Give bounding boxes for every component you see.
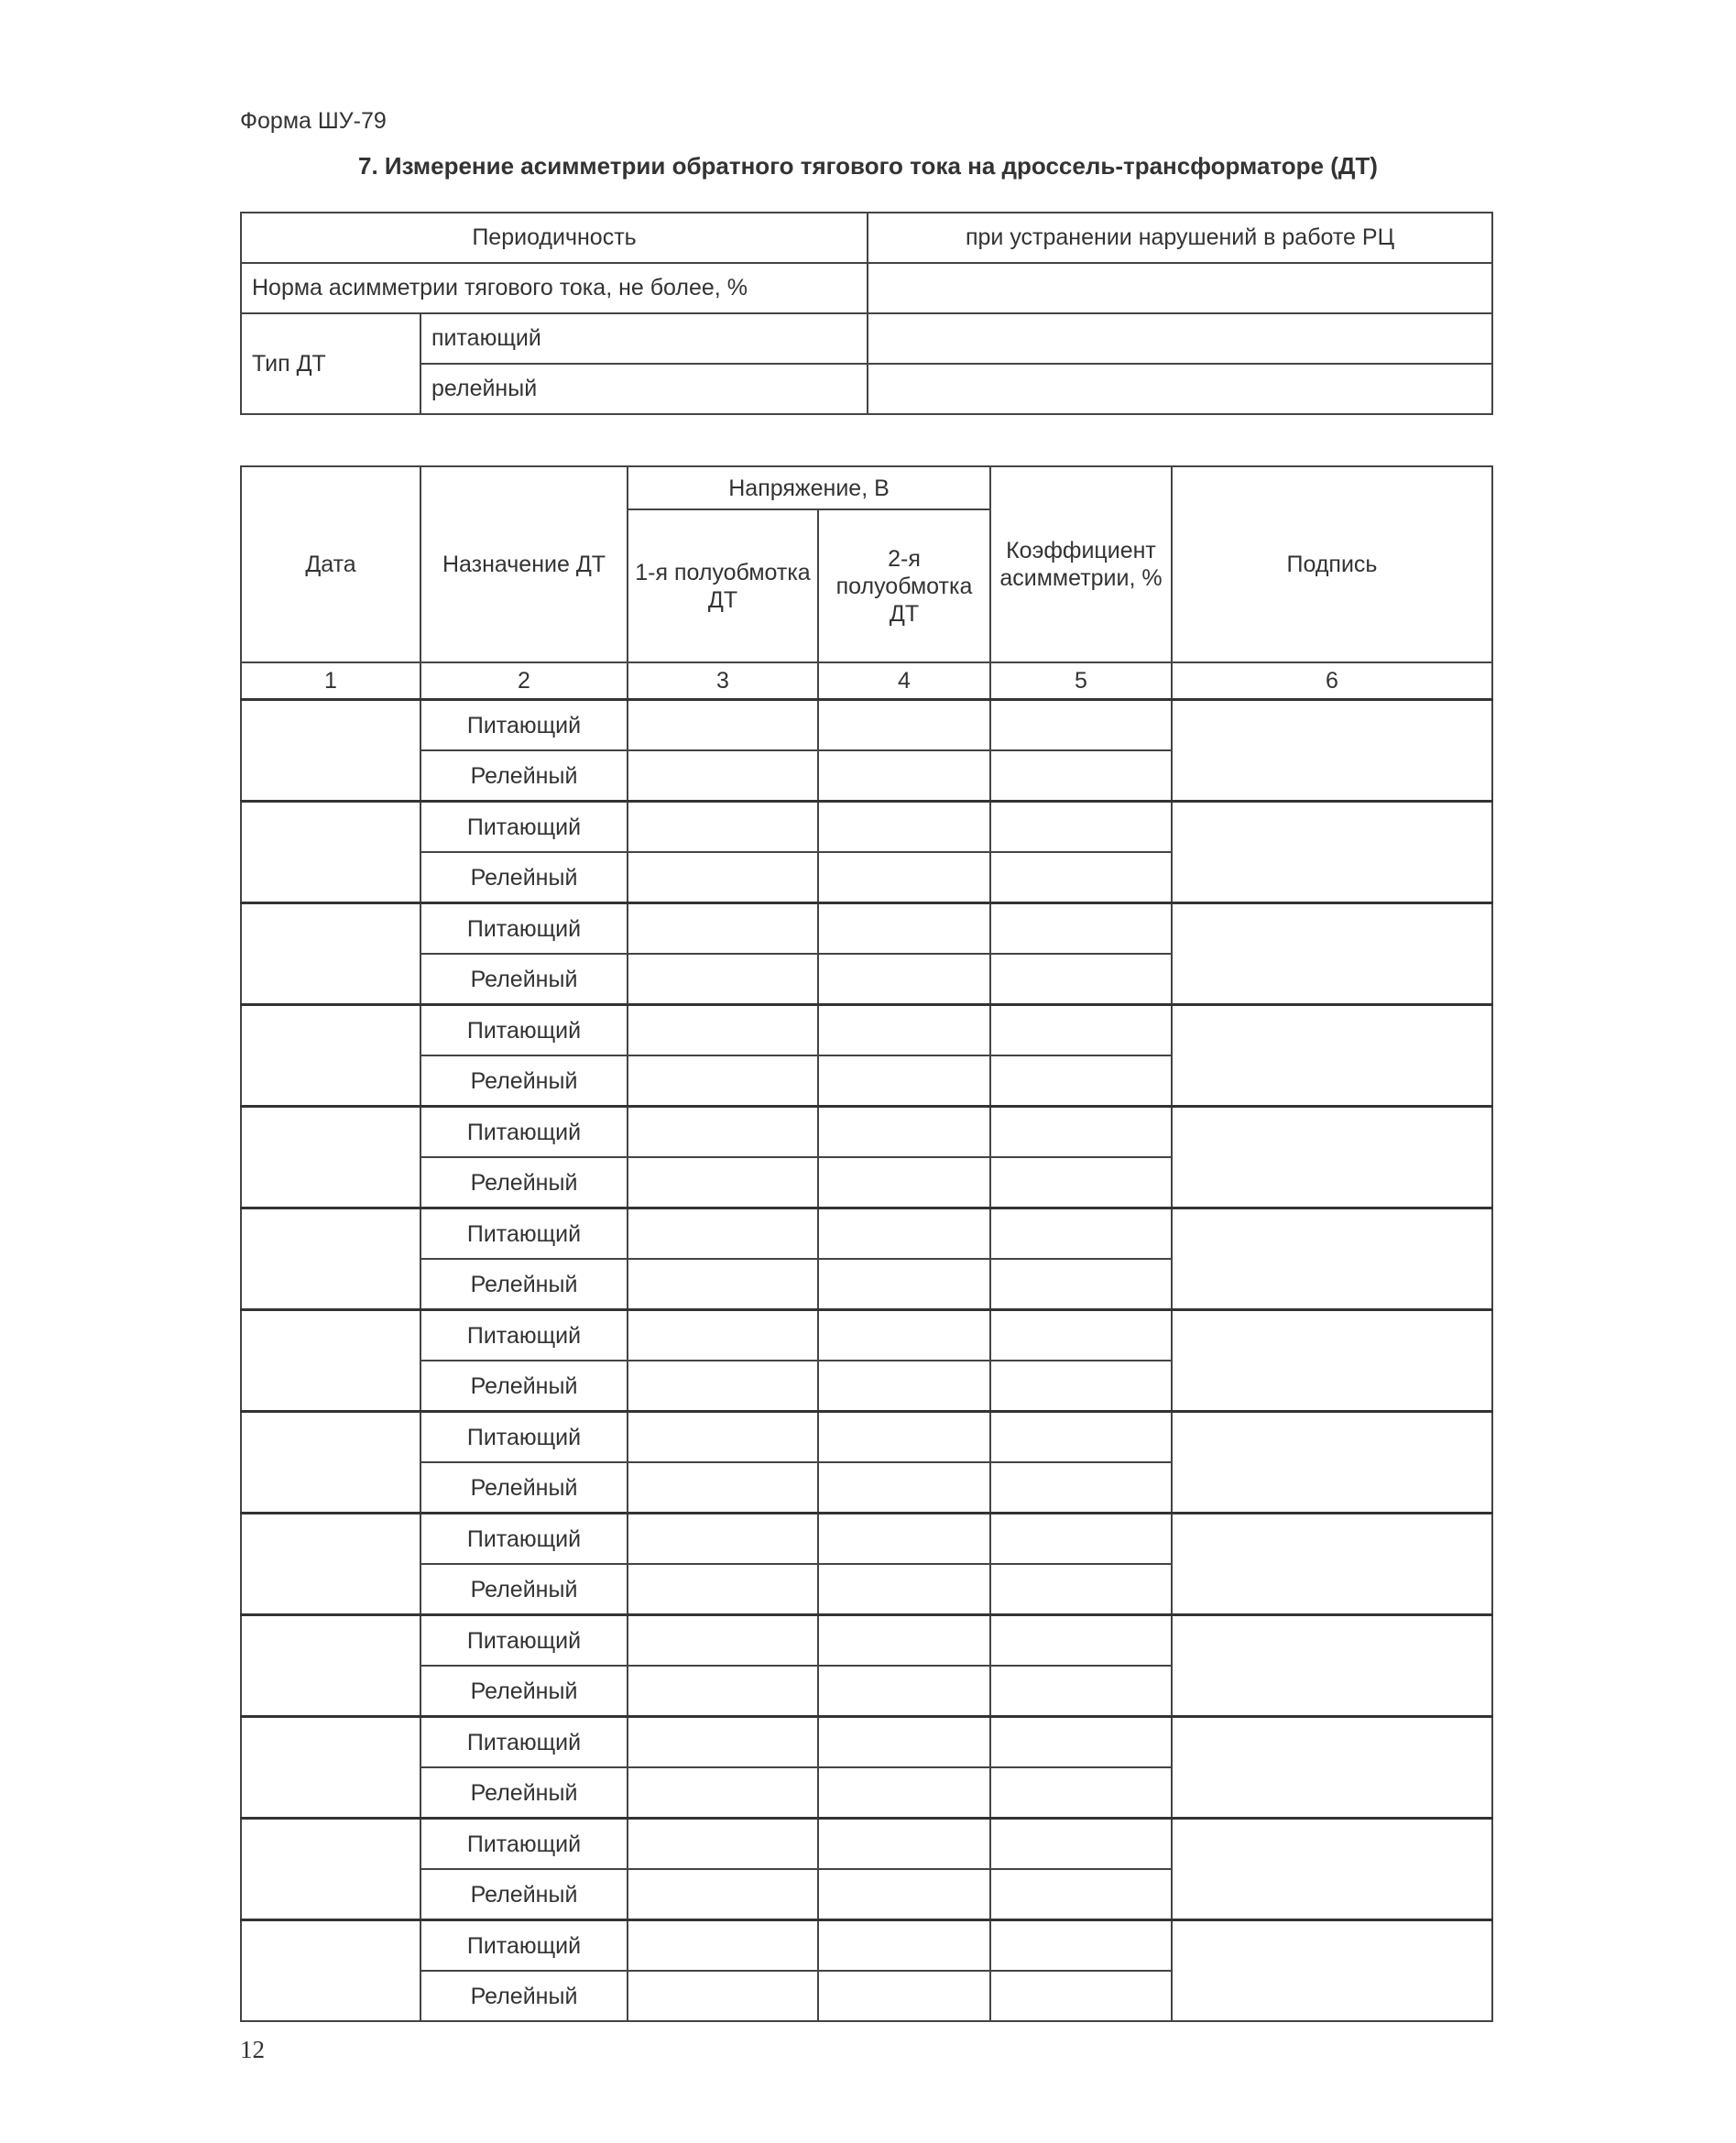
coefficient-cell[interactable] [990,1412,1172,1463]
half-winding-2-cell[interactable] [818,903,990,955]
coefficient-cell[interactable] [990,1310,1172,1361]
coefficient-cell[interactable] [990,1514,1172,1565]
column-number: 3 [628,662,818,700]
signature-cell[interactable] [1172,1107,1492,1208]
column-number: 1 [241,662,420,700]
half-winding-1-cell[interactable] [628,1107,818,1158]
table-row [241,1514,1492,1565]
half-winding-2-cell[interactable] [818,1462,990,1514]
table-row [241,802,1492,853]
half-winding-1-cell[interactable] [628,1361,818,1412]
coefficient-cell[interactable] [990,954,1172,1005]
half-winding-1-cell[interactable] [628,1055,818,1107]
table-row [241,1615,1492,1667]
signature-cell[interactable] [1172,802,1492,903]
coefficient-cell[interactable] [990,750,1172,802]
half-winding-1-cell[interactable] [628,1310,818,1361]
row-label-supply: Питающий [420,1717,628,1768]
norm-value-field[interactable] [868,263,1492,313]
half-winding-1-cell[interactable] [628,1005,818,1056]
signature-cell[interactable] [1172,1819,1492,1920]
half-winding-2-cell[interactable] [818,1005,990,1056]
row-label-relay: Релейный [420,1869,628,1920]
half-winding-2-cell[interactable] [818,1971,990,2021]
relay-label: релейный [420,364,868,414]
half-winding-1-cell[interactable] [628,1412,818,1463]
coefficient-cell[interactable] [990,1361,1172,1412]
column-number: 6 [1172,662,1492,700]
half-winding-2-cell[interactable] [818,1564,990,1615]
row-label-relay: Релейный [420,1767,628,1819]
row-label-supply: Питающий [420,1819,628,1870]
half-winding-2-cell[interactable] [818,700,990,751]
table-row [241,1005,1492,1056]
row-label-relay: Релейный [420,1666,628,1717]
date-cell[interactable] [241,903,420,1005]
half-winding-2-cell[interactable] [818,1869,990,1920]
date-cell[interactable] [241,1920,420,2022]
header-coefficient: Коэффициент асимметрии, % [990,466,1172,662]
signature-cell[interactable] [1172,1920,1492,2022]
row-label-supply: Питающий [420,1412,628,1463]
header-signature: Подпись [1172,466,1492,662]
half-winding-1-cell[interactable] [628,1666,818,1717]
half-winding-2-cell[interactable] [818,1819,990,1870]
coefficient-cell[interactable] [990,1055,1172,1107]
half-winding-2-cell[interactable] [818,1615,990,1667]
signature-cell[interactable] [1172,1208,1492,1310]
periodicity-label: Периодичность [241,213,868,263]
half-winding-2-cell[interactable] [818,1412,990,1463]
half-winding-2-cell[interactable] [818,1666,990,1717]
norm-label: Норма асимметрии тягового тока, не более, % [241,263,868,313]
date-cell[interactable] [241,802,420,903]
date-cell[interactable] [241,1819,420,1920]
half-winding-1-cell[interactable] [628,852,818,903]
row-label-supply: Питающий [420,700,628,751]
signature-cell[interactable] [1172,1615,1492,1717]
half-winding-1-cell[interactable] [628,903,818,955]
table-row [241,1920,1492,1972]
measurement-rows [241,700,1492,2022]
coefficient-cell[interactable] [990,1717,1172,1768]
signature-cell[interactable] [1172,700,1492,802]
page-title: 7. Измерение асимметрии обратного тягового тока на дроссель-трансформаторе (ДТ) [358,152,1378,180]
date-cell[interactable] [241,1412,420,1514]
half-winding-2-cell[interactable] [818,1055,990,1107]
coefficient-cell[interactable] [990,1869,1172,1920]
supply-label: питающий [420,313,868,364]
row-label-supply: Питающий [420,1208,628,1260]
supply-value-field[interactable] [868,313,1492,364]
measurement-table [240,465,1493,2022]
header-voltage: Напряжение, В [628,466,990,509]
half-winding-1-cell[interactable] [628,700,818,751]
row-label-supply: Питающий [420,1005,628,1056]
half-winding-1-cell[interactable] [628,802,818,853]
table-row [241,1107,1492,1158]
table-row [241,1208,1492,1260]
date-cell[interactable] [241,700,420,802]
half-winding-2-cell[interactable] [818,1361,990,1412]
half-winding-1-cell[interactable] [628,1869,818,1920]
column-number: 5 [990,662,1172,700]
table-row [241,1412,1492,1463]
column-number: 4 [818,662,990,700]
row-label-relay: Релейный [420,1462,628,1514]
row-label-supply: Питающий [420,1615,628,1667]
row-label-relay: Релейный [420,1361,628,1412]
row-label-supply: Питающий [420,1920,628,1972]
coefficient-cell[interactable] [990,1462,1172,1514]
half-winding-1-cell[interactable] [628,1971,818,2021]
half-winding-2-cell[interactable] [818,1208,990,1260]
coefficient-cell[interactable] [990,1920,1172,1972]
table-row [241,1310,1492,1361]
coefficient-cell[interactable] [990,1615,1172,1667]
half-winding-2-cell[interactable] [818,1767,990,1819]
coefficient-cell[interactable] [990,1971,1172,2021]
row-label-supply: Питающий [420,1310,628,1361]
table-row [241,700,1492,751]
signature-cell[interactable] [1172,1514,1492,1615]
header-half-winding-1: 1-я полуобмотка ДТ [628,509,818,662]
signature-cell[interactable] [1172,1717,1492,1819]
half-winding-1-cell[interactable] [628,1462,818,1514]
column-number: 2 [420,662,628,700]
date-cell[interactable] [241,1005,420,1107]
coefficient-cell[interactable] [990,1259,1172,1310]
half-winding-1-cell[interactable] [628,1615,818,1667]
coefficient-cell[interactable] [990,1666,1172,1717]
date-cell[interactable] [241,1615,420,1717]
half-winding-1-cell[interactable] [628,1259,818,1310]
date-cell[interactable] [241,1717,420,1819]
row-label-relay: Релейный [420,1055,628,1107]
half-winding-1-cell[interactable] [628,1514,818,1565]
table-row [241,1819,1492,1870]
dt-type-label: Тип ДТ [241,313,420,414]
half-winding-2-cell[interactable] [818,1514,990,1565]
half-winding-1-cell[interactable] [628,750,818,802]
coefficient-cell[interactable] [990,852,1172,903]
periodicity-value: при устранении нарушений в работе РЦ [868,213,1492,263]
header-half-winding-2: 2-я полуобмотка ДТ [818,509,990,662]
table-row [241,903,1492,955]
header-date: Дата [241,466,420,662]
date-cell[interactable] [241,1208,420,1310]
half-winding-1-cell[interactable] [628,954,818,1005]
half-winding-1-cell[interactable] [628,1208,818,1260]
row-label-supply: Питающий [420,802,628,853]
half-winding-2-cell[interactable] [818,1920,990,1972]
half-winding-1-cell[interactable] [628,1157,818,1208]
signature-cell[interactable] [1172,1005,1492,1107]
row-label-supply: Питающий [420,1107,628,1158]
date-cell[interactable] [241,1310,420,1412]
row-label-relay: Релейный [420,1157,628,1208]
table-row [241,1717,1492,1768]
signature-cell[interactable] [1172,1412,1492,1514]
coefficient-cell[interactable] [990,1107,1172,1158]
row-label-relay: Релейный [420,852,628,903]
signature-cell[interactable] [1172,903,1492,1005]
coefficient-cell[interactable] [990,1005,1172,1056]
half-winding-1-cell[interactable] [628,1717,818,1768]
row-label-relay: Релейный [420,1564,628,1615]
half-winding-1-cell[interactable] [628,1767,818,1819]
half-winding-1-cell[interactable] [628,1819,818,1870]
half-winding-2-cell[interactable] [818,1717,990,1768]
coefficient-cell[interactable] [990,700,1172,751]
page-number: 12 [240,2036,265,2063]
row-label-supply: Питающий [420,1514,628,1565]
half-winding-2-cell[interactable] [818,1107,990,1158]
form-code: Форма ШУ-79 [240,108,387,134]
coefficient-cell[interactable] [990,1157,1172,1208]
info-table [240,212,1493,415]
coefficient-cell[interactable] [990,1767,1172,1819]
half-winding-2-cell[interactable] [818,750,990,802]
coefficient-cell[interactable] [990,1819,1172,1870]
coefficient-cell[interactable] [990,802,1172,853]
row-label-relay: Релейный [420,1259,628,1310]
row-label-relay: Релейный [420,1971,628,2021]
date-cell[interactable] [241,1514,420,1615]
row-label-supply: Питающий [420,903,628,955]
half-winding-2-cell[interactable] [818,1157,990,1208]
half-winding-2-cell[interactable] [818,1310,990,1361]
half-winding-2-cell[interactable] [818,802,990,853]
half-winding-1-cell[interactable] [628,1920,818,1972]
half-winding-2-cell[interactable] [818,954,990,1005]
coefficient-cell[interactable] [990,1208,1172,1260]
relay-value-field[interactable] [868,364,1492,414]
row-label-relay: Релейный [420,954,628,1005]
half-winding-2-cell[interactable] [818,852,990,903]
date-cell[interactable] [241,1107,420,1208]
signature-cell[interactable] [1172,1310,1492,1412]
coefficient-cell[interactable] [990,903,1172,955]
coefficient-cell[interactable] [990,1564,1172,1615]
half-winding-2-cell[interactable] [818,1259,990,1310]
half-winding-1-cell[interactable] [628,1564,818,1615]
header-purpose: Назначение ДТ [420,466,628,662]
row-label-relay: Релейный [420,750,628,802]
